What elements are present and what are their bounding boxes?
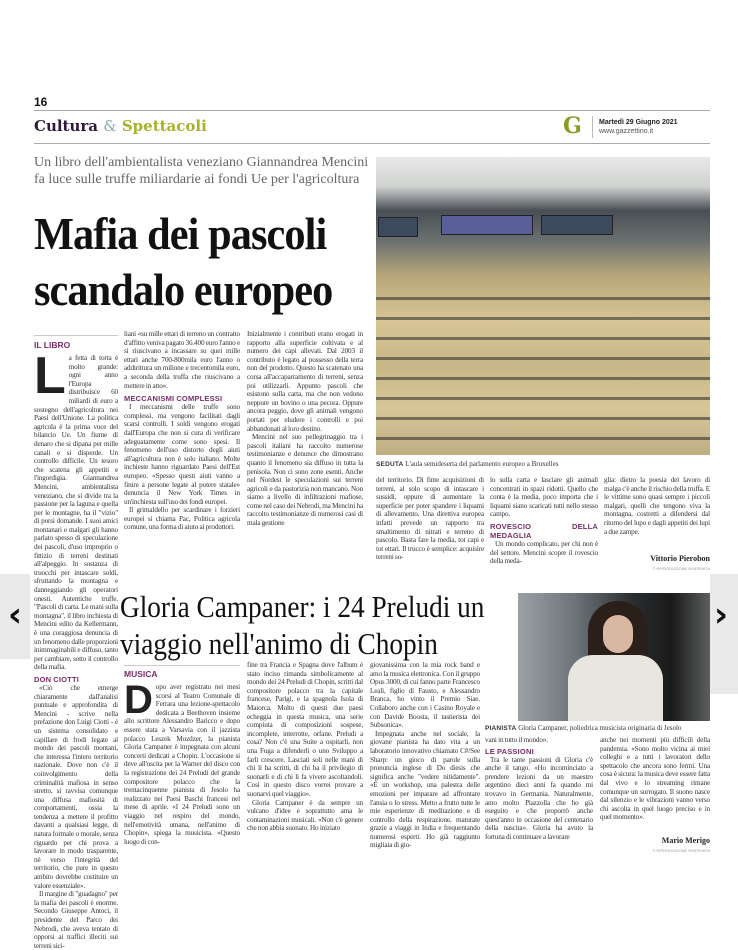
article2-col3-p1: giovanissima con la mia rock band e amo la musica elettronica. Con il gruppo Opus 3000, di cui fanno parte Francesco Leali, figlio di Fausto, e Alessandro Branca, ho vinto il Premio Siae. Collaboro anche con i Casino Royale e con Davide Boosta, il tastierista dei Subsonica». [370, 661, 480, 730]
article2-column-2 [247, 661, 363, 833]
article1-col1-p3: Il margine di "guadagno" per la mafia dei pascoli è enorme. Secondo Giuseppe Antoci, il presidente del Parco dei Nebrodi, che aveva tentato di opporsi ai traffici illeciti sui terreni sici- [34, 890, 118, 950]
article1-column-3 [247, 330, 363, 528]
article2-column-1 [124, 678, 240, 846]
previous-page-arrow-icon[interactable]: ‹ [8, 595, 23, 635]
pianist-photo [518, 593, 710, 721]
article2-label-rule [124, 665, 240, 666]
subhead-meccanismi: MECCANISMI COMPLESSI [124, 394, 223, 404]
article1-photo-caption [376, 460, 710, 468]
article1-col3-p1: Inizialmente i contributi erano erogati in rapporto alla superficie coltivata e al numero dei capi allevati. Dal 2003 il contributo è legato al possesso della terra non del prodotto. Questo ha scatenato una corsa all'accaparramento di terreni, senza poi utilizzarli. Appunto pascoli che esistono sulla carta, ma che non vedono neppure un bovino o una pecora. Oppure ancora peggio, dove gli animali vengono portati per eludere i controlli e poi abbandonati al loro destino. [247, 330, 363, 433]
next-page-arrow-icon[interactable]: › [714, 595, 729, 635]
article1-column-1 [34, 347, 118, 950]
article1-dropcap: L [34, 347, 66, 405]
logo-separator [592, 116, 593, 138]
article2-col4-p2: Tra le tante passioni di Gloria c'è anche il tango. «Ho incominciato a prendere lezioni da un maestro argentino dieci anni fa quando mi trovavo in Germania. Naturalmente, amo molto Piazzolla che ho già eseguito e che proporrò anche quest'anno in occasione del centenario della nascita». Gloria ha avuto la fortuna di continuare a lavorare [485, 755, 593, 841]
caption-text: L'aula semideserta del parlamento europeo a Bruxelles [405, 460, 559, 468]
section-title [34, 117, 207, 135]
article2-dropcap: D [124, 678, 153, 722]
article2-column-3 [370, 661, 480, 850]
article1-label-rule [34, 335, 118, 336]
article2-section-label: MUSICA [124, 669, 158, 679]
header-bottom-rule [34, 143, 710, 144]
article1-column-4 [376, 476, 484, 562]
article1-col3-p2: Mencini nel suo pellegrinaggio tra i pascoli italiani ha raccolto numerose testimonianze e denunce che dimostrano quanto il fenomeno sia diffuso in tutta la penisola. Non ci sono zone esenti. Anche nel Nordest le speculazioni sui terreni agricoli e da pastorizia non mancano. Non siamo a livello di infiltrazioni mafiose, come nel caso dei Nebrodi, ma Mencini ha raccolto testimonianze di numerosi casi di mala gestione [247, 433, 363, 528]
article2-copyright: © RIPRODUZIONE RISERVATA [652, 848, 710, 853]
article1-col1-p1: a fetta di torta è molto grande: ogni anno l'Europa distribuisce 60 miliardi di euro a sostegno dell'agricoltura nei Paesi dell'Unione. La politica agricola è la prima voce del bilancio Ue. Un fiume di denaro che si dipana per mille canali e si disperde. Un controllo difficile. Un tesoro che scatena gli appetiti e l'ingordigia. Giannandrea Mencini, ambientalista veneziano, che si divide tra la passione per la laguna e quella per le montagne, ha il "vizio" di porsi domande. I suoi amici montanari e malgari gli hanno parlato spesso di speculazione dei pascoli, d'uso improprio o fittizio di terreni destinati all'alpeggio. In sostanza di truocchi per intascare soldi, sfruttando la montagna e danneggiando gli operatori onesti. Autentiche truffe. "Pascoli di carta. Le mani sulla montagna", il libro inchiesta di Mencini edito da Kellermann, è una coraggiosa denuncia di un fenomeno dalle proporzioni inimmaginabili e diffuso, tanto per cambiare, sotto il controllo della mafia. [34, 354, 118, 672]
article1-section-label: IL LIBRO [34, 340, 71, 350]
gazzettino-logo: G [563, 113, 582, 139]
caption-text-2: Gloria Campaner, poliedrica musicista originaria di Jesolo [518, 724, 682, 732]
article2-col2-p2: Gloria Campaner è da sempre un vulcano d'idee e soprattutto ama le contaminazioni musicali. «Non c'è genere che non abbia suonato. Ho iniziato [247, 798, 363, 833]
article2-col3-p2: Impegnata anche nel sociale, la giovane pianista ha dato vita a un laboratorio innovativo chiamato C#/See Sharp: un gioco di parole sulla pronuncia inglese di Do diesis che significa anche "vedere nitidamente". «È un workshop, una palestra delle emozioni per imparare ad affrontare l'ansia o lo stress. Metto a frutto tutte le mie esperienze di meditazione e di controllo della respirazione, maturate grazie a viaggi in India e frequentando numerosi esperti. Ho già raggiunto migliaia di gio- [370, 729, 480, 850]
article2-col4-p1: vani in tutto il mondo». [485, 736, 548, 744]
article1-col2-p2: I meccanismi delle truffe sono complessi, ma vengono facilitati dagli scarsi controlli. I soldi vengono erogati dall'Europa che non si cura di verificare adeguatamente come sono spesi. Il fenomeno dell'uso distorto degli aiuti all'agricoltura non è solo italiano. Molte inchieste hanno riguardato Paesi dell'Est europeo. «Spesso questi aiuti vanno a finire a persone legate al potere statale» denuncia il New York Times in un'inchiesta sull'uso dei fondi europei. [124, 403, 240, 506]
article1-copyright: © RIPRODUZIONE RISERVATA [652, 566, 710, 571]
article2-col2-p1: fine tra Francia e Spagna dove l'album è stato inciso rimanda simbolicamente al mondo dei 24 Preludi di Chopin, scritti dal compositore polacco tra la capitale francese, Parigi, e la spagnola Isola di Maiorca. Molto di questi due paesi echeggia in questa musica, una serie compiuta di composizioni sospese, incomplete, interrotte, orfane. Preludi a cosa? Non c'è una Suite a ospitarli, non una Fuga a difenderli o uno Sviluppo a farli crescere. Lasciati soli nelle mani di chi li ha scritti, di chi ha il privilegio di suonarli e di chi li fa vivere ascoltandoli. Così in questo disco vorrei provare a suonarvi quel viaggio». [247, 661, 363, 798]
article1-headline: Mafia dei pascoli scandalo europeo [34, 208, 333, 315]
subhead-don-ciotti: DON CIOTTI [34, 674, 80, 684]
subhead-passioni: LE PASSIONI [485, 746, 534, 756]
article2-column-5 [600, 736, 710, 822]
article1-col5-p1: lo sulla carta e lasciare gli animali concentrati in spazi ridotti. Quello che conta è la media, poco importa che i liquami siano scaricati tutti nello stesso campo. [490, 476, 598, 519]
article1-col2-p1: liani «su mille ettari di terreno un contratto d'affitto veniva pagato 36.400 euro l'anno e si riuscivano a incassare su quei mille ettari anche 700-800mila euro l'anno o addirittura un milione e trecentomila euro, a seconda della truffa che riuscivano a mettere in atto». [124, 330, 241, 390]
page-number: 16 [34, 95, 48, 109]
article1-col4-p1: del territorio. Di finte acquisizioni di terreni, al solo scopo di intascare i sussidi, oppure di aumentare la superficie per poter spandere i liquami di allevamento. Una direttiva europea infatti prevede un rapporto tra smaltimento di nitrati e terreno di pascolo. Basta fare la media, tot capi e tot ettari. Il trucco è semplice: acquisire terreni so- [376, 476, 484, 562]
article1-col1-p2: «Ciò che emerge chiaramente dall'analisi puntuale e approfondita di Mencini - scrive nella prefazione don Luigi Ciotti - è un sistema consolidato e capillare di frodi legate al mondo dei pascoli montani, che interessa l'intero territorio nazionale. Dove non c'è il coinvolgimento della criminalità mafiosa in senso stretto, si ravvisa comunque una diffusa mafiosità di comportamenti, ossia la tendenza a mettere il profitto davanti a qualsiasi legge, di natura formale o morale, senza riguardo per chi prova a lavorare in modo trasparente, né verso l'integrità del territorio, che pure in questo ambito dovrebbe costituire un valore essenziale». [34, 683, 118, 890]
caption-label: SEDUTA [376, 461, 404, 468]
section-part1: Cultura [34, 117, 98, 135]
article1-column-5 [490, 476, 598, 566]
article1-col2-p3: Il grimaldello per scardinare i forzieri europei si chiama Pac, Politica agricola comune, una forma di aiuto ai produttori. [124, 506, 240, 532]
article2-headline: Gloria Campaner: i 24 Preludi un viaggio nell'animo di Chopin [120, 589, 485, 661]
article1-author: Vittorio Pierobon [650, 554, 710, 563]
article2-column-4 [485, 736, 593, 842]
article2-photo-caption [485, 724, 715, 732]
website: www.gazzettino.it [599, 128, 654, 135]
caption-label-2: PIANISTA [485, 725, 517, 732]
article1-col6-p1: glia: dietro la poesia del lavoro di malga c'è anche il rischio della truffa. E le vittime sono quasi sempre i piccoli malgari, quelli che tengono viva la montagna, costretti a difendersi dal ritorno del lupo e dagli appetiti dei lupi a due zampe. [604, 476, 710, 536]
dateline [599, 118, 678, 136]
section-part2: Spettacoli [121, 117, 207, 135]
date: Martedì 29 Giugno 2021 [599, 119, 678, 126]
subhead-rovescio: ROVESCIO DELLA MEDAGLIA [490, 521, 598, 540]
article1-kicker: Un libro dell'ambientalista veneziano Giannandrea Mencini fa luce sulle truffe miliardarie ai fondi Ue per l'agricoltura [34, 155, 369, 187]
article1-col5-p2: Un mondo complicato, per chi non è del settore. Mencini scopre il rovescio della meda- [490, 539, 598, 566]
article1-column-2 [124, 330, 240, 532]
article1-column-6 [604, 476, 710, 536]
header-top-rule [34, 110, 710, 111]
parliament-photo [376, 157, 710, 455]
article2-author: Mario Merigo [661, 836, 710, 845]
article2-col1-p1: opo aver registrato nei mesi scorsi al Teatro Comunale di Ferrara una lezione-spettacolo dedicata a Beethoven insieme allo scrittore Alessandro Baricco e dopo essere stata a Varsavia con il jazzista polacco Leszek Mozdzer, la pianista Gloria Campaner è impegnata con alcuni concerti dedicati a Chopin. L'occasione si deve all'uscita per la Warner del disco con la registrazione dei 24 Preludi del grande compositore polacco che la trentacinquenne pianista di Jesolo ha realizzato nei Paesi Baschi francesi nel mese di aprile. «I 24 Preludi sono un viaggio nel respiro del mondo, nell'emotività umana, nell'animo di Chopin», spiega la musicista. «Questo luogo di con- [124, 683, 240, 846]
section-amp: & [103, 117, 117, 135]
article2-col5-p1: anche nei momenti più difficili della pandemia. «Sono molto vicina ai miei colleghi e a tutti i lavoratori dello spettacolo che ancora sono fermi. Una cosa è sicura: la musica deve essere fatta dal vivo e lo streaming rimane comunque un surrogato. Il suono nasce dal silenzio e le vibrazioni vanno verso chi ascolta in quel luogo preciso e in quel momento». [600, 736, 710, 822]
